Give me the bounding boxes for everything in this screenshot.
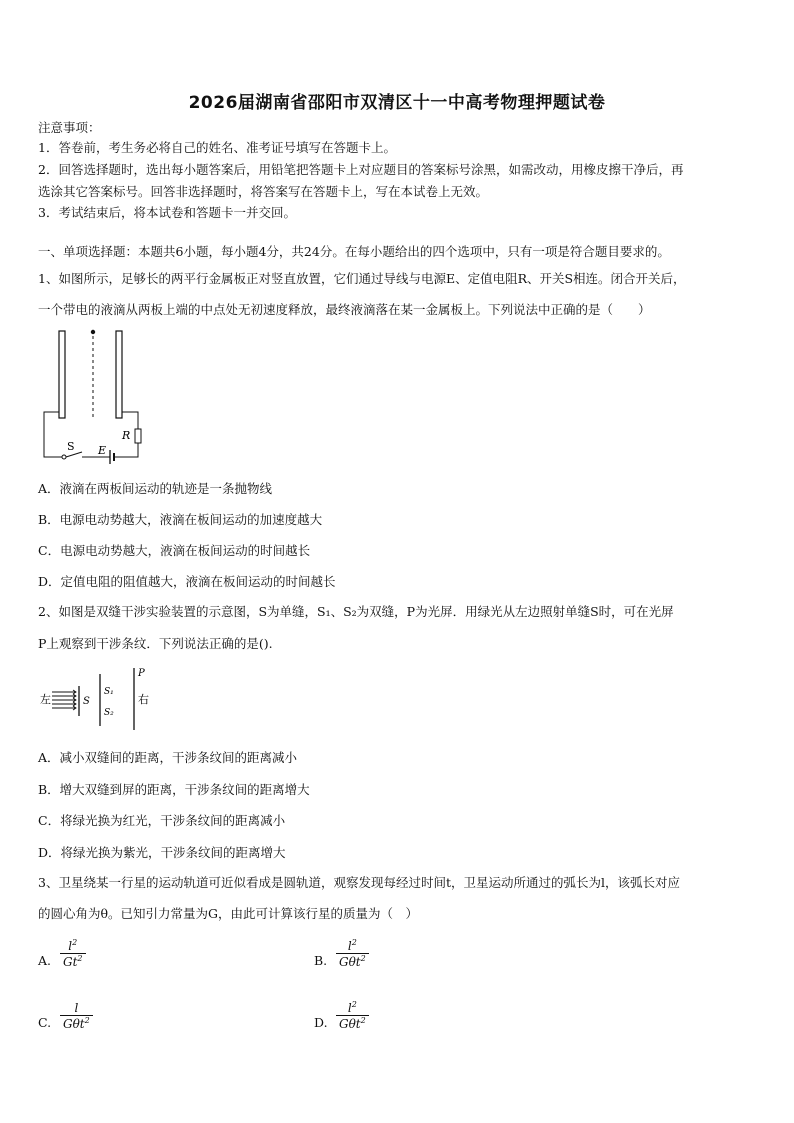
q3-option-d-fraction: $l^2$ Gθt$^2$: [336, 1000, 369, 1031]
switch-label: S: [67, 440, 75, 453]
q2-double-slit-figure: [38, 664, 158, 732]
q3-option-d-label: D.: [314, 1015, 328, 1030]
notice-item: 1．答卷前，考生务必将自己的姓名、准考证号填写在答题卡上。: [38, 140, 396, 155]
q3-option-a-fraction: $\frac{l^2}{Gt^2}$: [60, 938, 86, 969]
slit-label: S: [83, 696, 90, 707]
q2-option-a: A．减小双缝间的距离，干涉条纹间的距离减小: [38, 750, 298, 765]
denominator: Gt: [63, 955, 78, 969]
s1-label: S₁: [104, 687, 114, 697]
numerator: l: [68, 939, 73, 953]
q3-option-c-fraction: l Gθt$^2$: [60, 1000, 93, 1031]
q3-option-c-label: C.: [38, 1015, 52, 1030]
q1-stem-line2: 一个带电的液滴从两板上端的中点处无初速度释放，最终液滴落在某一金属板上。下列说法中正确的是（ ）: [38, 302, 651, 317]
numerator: l: [347, 939, 352, 953]
notice-item: 选涂其它答案标号。回答非选择题时，将答案写在答题卡上，写在本试卷上无效。: [38, 184, 489, 199]
denominator: Gθt: [63, 1017, 85, 1031]
notice-item: 3．考试结束后，将本试卷和答题卡一并交回。: [38, 205, 296, 220]
denominator: Gθt: [339, 1017, 361, 1031]
q3-option-b-fraction: $l^2$ Gθt$^2$: [336, 938, 369, 969]
q1-circuit-figure: [38, 326, 148, 468]
q3-stem-line2: 的圆心角为θ。已知引力常量为G，由此可计算该行星的质量为（ ）: [38, 906, 419, 921]
section-heading: 一、单项选择题：本题共6小题，每小题4分，共24分。在每小题给出的四个选项中，只有一项是符合题目要求的。: [38, 244, 670, 259]
q1-option-a: A．液滴在两板间运动的轨迹是一条抛物线: [38, 481, 273, 496]
q3-option-b-label: B.: [314, 953, 328, 968]
q1-stem-line1: 1、如图所示，足够长的两平行金属板正对竖直放置，它们通过导线与电源E、定值电阻R、开关S相连。闭合开关后，: [38, 271, 686, 286]
numerator: l: [347, 1001, 352, 1015]
notice-heading: 注意事项：: [38, 120, 101, 135]
notice-item: 2．回答选择题时，选出每小题答案后，用铅笔把答题卡上对应题目的答案标号涂黑，如需改动，用橡皮擦干净后，再: [38, 162, 684, 177]
page-title: 2026届湖南省邵阳市双清区十一中高考物理押题试卷: [188, 93, 606, 113]
q1-option-b: B．电源电动势越大，液滴在板间运动的加速度越大: [38, 512, 323, 527]
s2-label: S₂: [104, 708, 114, 718]
resistor-label: R: [122, 429, 131, 442]
q2-option-b: B．增大双缝到屏的距离，干涉条纹间的距离增大: [38, 782, 310, 797]
left-label: 左: [40, 693, 51, 706]
numerator: l: [74, 1001, 79, 1015]
q2-option-c: C．将绿光换为红光，干涉条纹间的距离减小: [38, 813, 286, 828]
q2-option-d: D．将绿光换为紫光，干涉条纹间的距离增大: [38, 845, 286, 860]
q2-stem-line1: 2、如图是双缝干涉实验装置的示意图，S为单缝，S₁、S₂为双缝，P为光屏．用绿光从左边照射单缝S时，可在光屏: [38, 604, 674, 619]
source-label: E: [98, 444, 107, 457]
screen-label: P: [138, 668, 145, 679]
q3-stem-line1: 3、卫星绕某一行星的运动轨道可近似看成是圆轨道，观察发现每经过时间t，卫星运动所通过的弧长为l，该弧长对应: [38, 875, 680, 890]
q2-stem-line2: P上观察到干涉条纹．下列说法正确的是().: [38, 636, 273, 651]
q1-option-c: C．电源电动势越大，液滴在板间运动的时间越长: [38, 543, 311, 558]
denominator: Gθt: [339, 955, 361, 969]
right-label: 右: [138, 693, 149, 706]
q1-option-d: D．定值电阻的阻值越大，液滴在板间运动的时间越长: [38, 574, 336, 589]
q3-option-a-label: A.: [38, 953, 52, 968]
